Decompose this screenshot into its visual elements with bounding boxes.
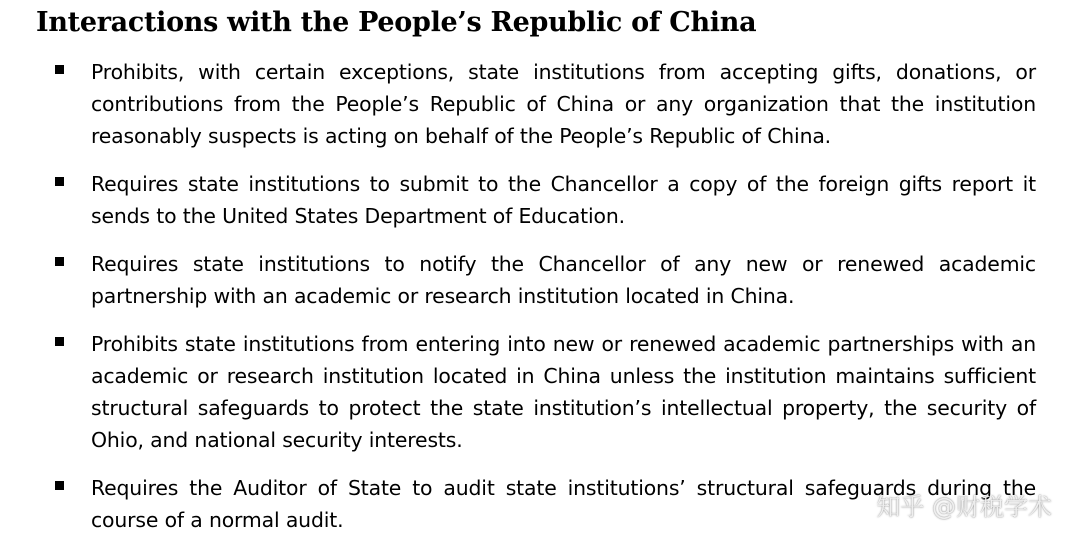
bullet-list <box>0 56 1080 552</box>
square-bullet-icon <box>55 65 64 74</box>
square-bullet-icon <box>55 481 64 490</box>
square-bullet-icon <box>55 177 64 186</box>
section-heading: Interactions with the People’s Republic of China <box>36 7 757 38</box>
square-bullet-icon <box>55 337 64 346</box>
bullet-item <box>0 248 1080 312</box>
bullet-text: Prohibits state institutions from entering into new or renewed academic partnerships with an academic or research institution located in China unless the institution maintains sufficient structural safeguards to protect the state institution’s intellectual property, the security of Ohio, and national security interests. <box>91 332 1036 452</box>
bullet-text: Requires state institutions to submit to the Chancellor a copy of the foreign gifts report it sends to the United States Department of Education. <box>91 172 1036 228</box>
bullet-item <box>0 168 1080 232</box>
square-bullet-icon <box>55 257 64 266</box>
bullet-text: Prohibits, with certain exceptions, state institutions from accepting gifts, donations, or contributions from the People’s Republic of China or any organization that the institution reasonably suspects is acting on behalf of the People’s Republic of China. <box>91 60 1036 148</box>
bullet-item <box>0 56 1080 152</box>
bullet-text: Requires the Auditor of State to audit state institutions’ structural safeguards during the course of a normal audit. <box>91 476 1036 532</box>
bullet-text: Requires state institutions to notify the Chancellor of any new or renewed academic partnership with an academic or research institution located in China. <box>91 252 1036 308</box>
bullet-item <box>0 328 1080 456</box>
watermark: 知乎 @财税学术 <box>876 493 1052 521</box>
